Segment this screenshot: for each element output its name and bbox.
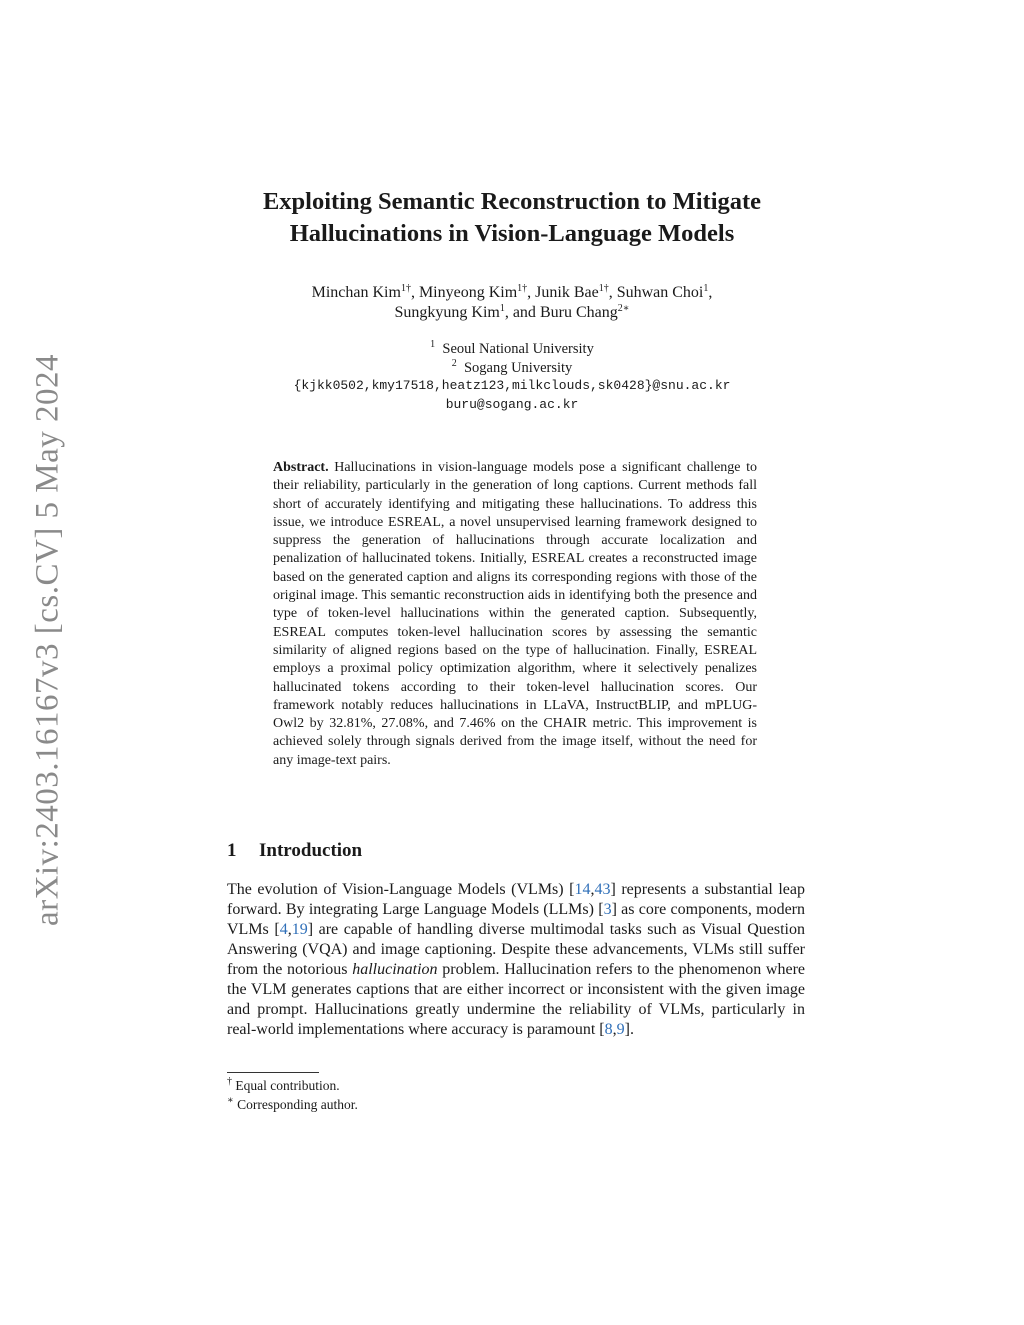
section-number: 1 bbox=[227, 840, 237, 861]
author-mark: 1 bbox=[499, 303, 505, 314]
author-mark: 1† bbox=[598, 283, 609, 294]
footnote-mark: † bbox=[227, 1076, 232, 1087]
author-line-2: Sungkyung Kim$^1$, and Buru Chang$^{2∗}$ bbox=[394, 303, 630, 321]
affiliation-2 bbox=[0, 359, 1024, 378]
author-mark: 2∗ bbox=[617, 303, 630, 314]
author-mark: 1† bbox=[400, 283, 411, 294]
author-name: Minchan Kim bbox=[311, 284, 401, 301]
affiliation-1 bbox=[0, 340, 1024, 359]
citation-link[interactable]: 8 bbox=[604, 1021, 613, 1038]
section-heading bbox=[227, 840, 362, 862]
abstract-label: Abstract. bbox=[273, 460, 329, 475]
affiliation-name: Sogang University bbox=[463, 359, 573, 376]
abstract-text: Hallucinations in vision-language models pose a significant challenge to their reliability, particularly in the generation of long captions. Current methods fall short of accurately identifying and mitigating these hallucinations. To address this issue, we introduce ESREAL, a novel unsupervised learning framework designed to suppress the generation of hallucinations through accurate localization and penalization of hallucinated tokens. Initially, ESREAL creates a reconstructed image based on the generated caption and aligns its corresponding regions with those of the original image. This semantic reconstruction aids in identifying both the presence and type of token-level hallucinations within the generated caption. Subsequently, ESREAL computes token-level hallucination scores by assessing the semantic similarity of aligned regions based on the type of hallucination. Finally, ESREAL employs a proximal policy optimization algorithm, where it selectively penalizes hallucinated tokens according to their token-level hallucination scores. Our framework notably reduces hallucinations in LLaVA, InstructBLIP, and mPLUG-Owl2 by 32.81%, 27.08%, and 7.46% on the CHAIR metric. This improvement is achieved solely through signals derived from the image itself, without the need for any image-text pairs. bbox=[273, 460, 757, 768]
author-line-1: Minchan Kim$^{1\dagger}$, Minyeong Kim$^{1\dagger}$, Junik Bae$^{1\dagger}$, Suhwan Choi$^1$, bbox=[311, 283, 713, 301]
arxiv-identifier: arXiv:2403.16167v3 [cs.CV] 5 May 2024 bbox=[29, 353, 66, 927]
affiliations bbox=[0, 340, 1024, 414]
footnote-divider bbox=[227, 1072, 319, 1073]
intro-text: ] are capable of handling diverse multimodal tasks such as Visual Question Answering (VQA) and image captioning. Despite these advancements, VLMs still suffer from the notorious bbox=[227, 921, 805, 978]
author-name: Junik Bae bbox=[535, 284, 599, 301]
email-line-2: buru@sogang.ac.kr bbox=[445, 396, 579, 412]
section-title: Introduction bbox=[259, 840, 363, 861]
author-mark: 1 bbox=[703, 283, 709, 294]
citation-link[interactable]: 43 bbox=[594, 881, 611, 898]
arxiv-sidebar bbox=[28, 350, 68, 930]
intro-text: ] represents a substantial leap forward. By integrating Large Language Models (LLMs) [ bbox=[227, 881, 805, 918]
citation-link[interactable]: 9 bbox=[616, 1021, 625, 1038]
affiliation-mark: 2 bbox=[451, 357, 457, 369]
intro-paragraph: The evolution of Vision-Language Models (VLMs) [14,43] represents a substantial leap forward. By integrating Large Language Models (LLMs) [3] as core components, modern VLMs [4,19] are capable of handling diverse multimodal tasks such as Visual Question Answering (VQA) and image captioning. Despite these advancements, VLMs still suffer from the notorious hallucination problem. Hallucination refers to the phenomenon where the VLM generates captions that are either incorrect or inconsistent with the given image and prompt. Hallucinations greatly undermine the reliability of VLMs, particularly in real-world implementations where accuracy is paramount [8,9]. bbox=[227, 881, 806, 1038]
citation-link[interactable]: 3 bbox=[603, 901, 612, 918]
emphasis-term: hallucination bbox=[352, 961, 438, 978]
author-mark: 1† bbox=[517, 283, 528, 294]
paper-title bbox=[0, 186, 1024, 250]
intro-text: The evolution of Vision-Language Models (VLMs) [ bbox=[227, 881, 575, 898]
footnote-mark: ∗ bbox=[227, 1095, 234, 1106]
footnote-text: Equal contribution. bbox=[235, 1078, 340, 1093]
affiliation-name: Seoul National University bbox=[442, 341, 594, 357]
author-name: Minyeong Kim bbox=[418, 284, 518, 301]
footnotes bbox=[227, 1076, 358, 1114]
abstract bbox=[273, 459, 757, 770]
author-name: Buru Chang bbox=[539, 304, 618, 321]
email-line-1: {kjkk0502,kmy17518,heatz123,milkclouds,sk0428}@snu.ac.kr bbox=[293, 378, 731, 393]
footnote-text: Corresponding author. bbox=[237, 1097, 358, 1112]
author-name: Sungkyung Kim bbox=[394, 304, 500, 321]
footnote-corresponding bbox=[227, 1095, 358, 1114]
title-line-2: Hallucinations in Vision-Language Models bbox=[289, 220, 735, 247]
author-name: Suhwan Choi bbox=[616, 284, 704, 301]
citation-link[interactable]: 19 bbox=[291, 921, 308, 938]
intro-text: ] as core components, modern VLMs [ bbox=[227, 901, 806, 938]
author-list bbox=[0, 283, 1024, 323]
citation-link[interactable]: 4 bbox=[279, 921, 288, 938]
title-line-1: Exploiting Semantic Reconstruction to Mitigate bbox=[262, 188, 762, 215]
citation-link[interactable]: 14 bbox=[574, 881, 591, 898]
intro-text: ]. bbox=[624, 1021, 634, 1038]
affiliation-mark: 1 bbox=[430, 339, 436, 350]
footnote-equal-contribution bbox=[227, 1076, 358, 1095]
intro-text: problem. Hallucination refers to the phenomenon where the VLM generates captions that are either incorrect or inconsistent with the given image and prompt. Hallucinations greatly undermine the reliability of VLMs, particularly in real-world implementations where accuracy is paramount [ bbox=[227, 961, 805, 1038]
